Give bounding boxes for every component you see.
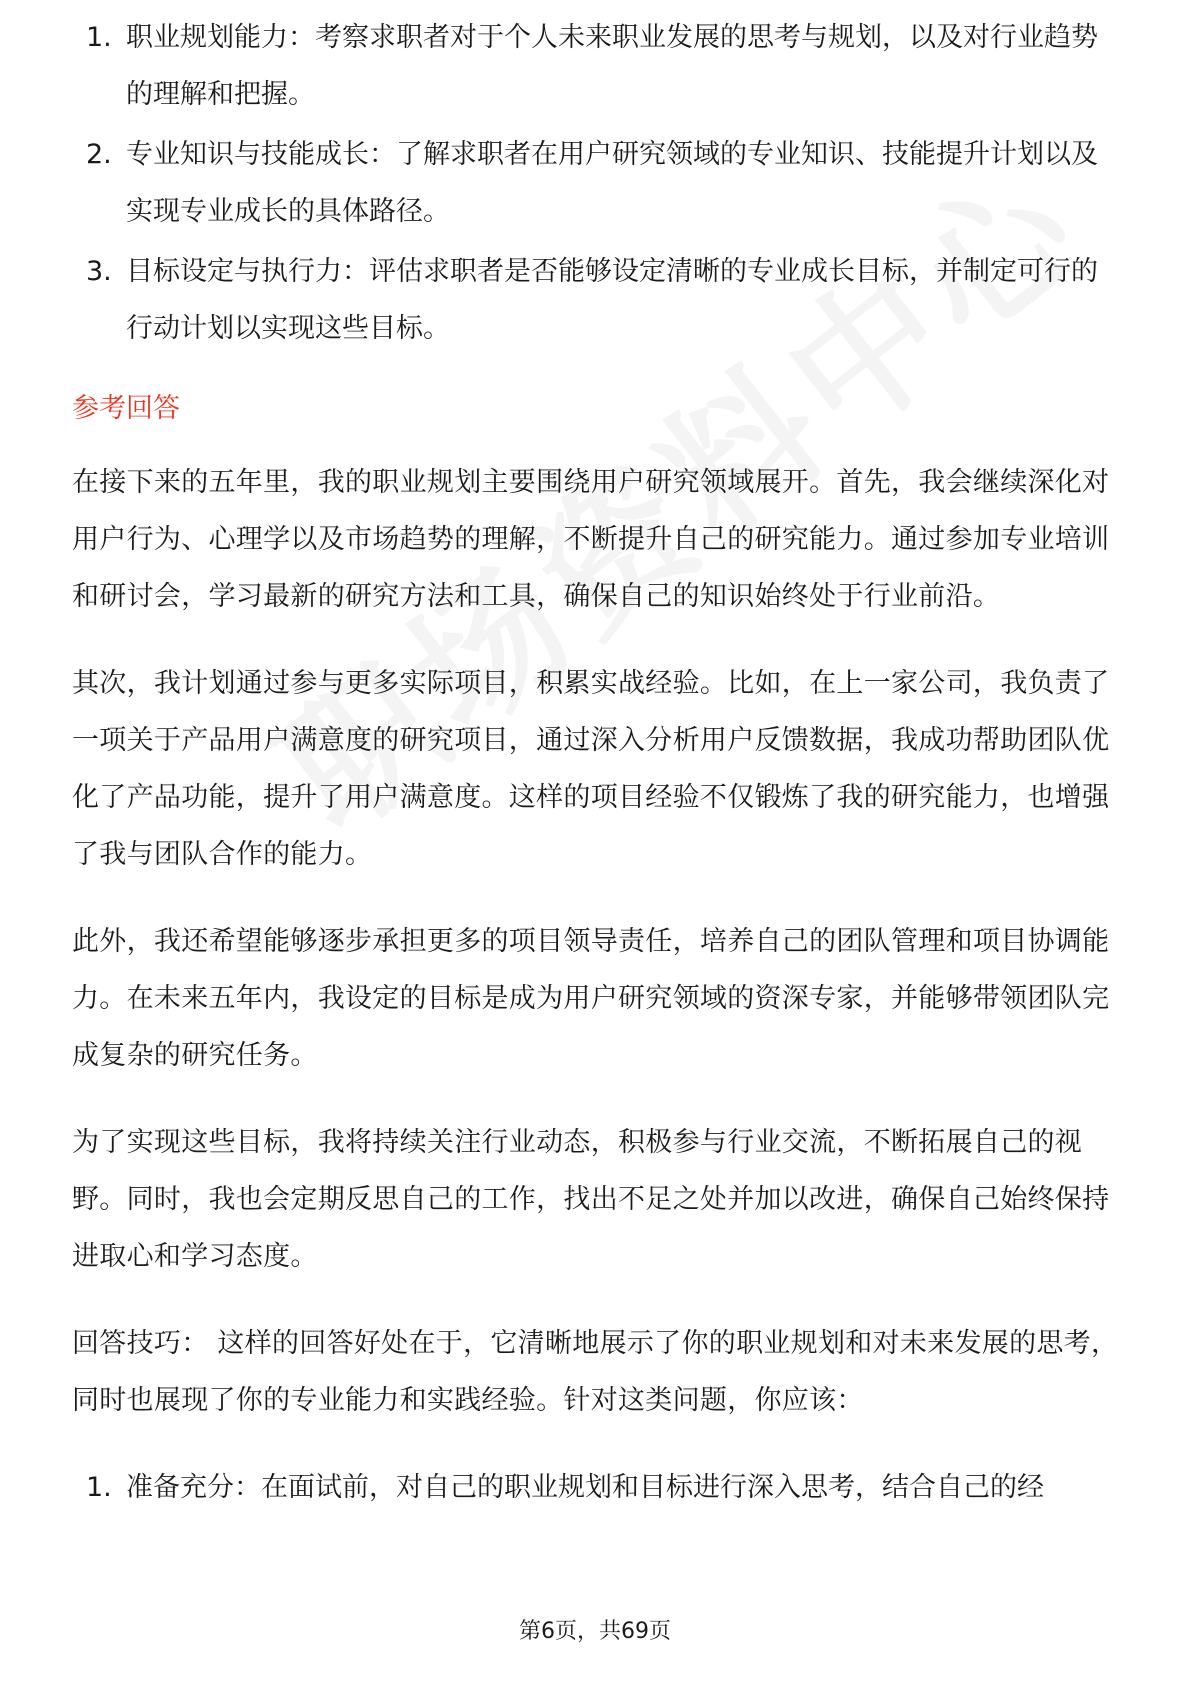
answer-paragraph: 此外，我还希望能够逐步承担更多的项目领导责任，培养自己的团队管理和项目协调能力。在未来五年内，我设定的目标是成为用户研究领域的资深专家，并能够带领团队完成复杂的研究任务。 [72, 926, 1110, 1071]
list-number: 2. [86, 139, 112, 170]
answer-tips-paragraph: 回答技巧： 这样的回答好处在于，它清晰地展示了你的职业规划和对未来发展的思考，同时也展现了你的专业能力和实践经验。针对这类问题，你应该： [72, 1328, 1119, 1416]
list-number: 1. [86, 22, 112, 53]
list-number: 3. [86, 256, 112, 287]
answer-paragraph: 为了实现这些目标，我将持续关注行业动态，积极参与行业交流，不断拓展自己的视野。同时，我也会定期反思自己的工作，找出不足之处并加以改进，确保自己始终保持进取心和学习态度。 [72, 1127, 1110, 1272]
list-item [72, 1459, 1122, 1516]
answer-paragraph: 在接下来的五年里，我的职业规划主要围绕用户研究领域展开。首先，我会继续深化对用户行为、心理学以及市场趋势的理解，不断提升自己的研究能力。通过参加专业培训和研讨会，学习最新的研究方法和工具，确保自己的知识始终处于行业前沿。 [72, 467, 1110, 612]
list-item [72, 243, 1122, 357]
tips-list [72, 1459, 1122, 1516]
answer-paragraph: 其次，我计划通过参与更多实际项目，积累实战经验。比如，在上一家公司，我负责了一项关于产品用户满意度的研究项目，通过深入分析用户反馈数据，我成功帮助团队优化了产品功能，提升了用户满意度。这样的项目经验不仅锻炼了我的研究能力，也增强了我与团队合作的能力。 [72, 668, 1110, 870]
list-number: 1. [86, 1472, 112, 1503]
list-text: 职业规划能力：考察求职者对于个人未来职业发展的思考与规划，以及对行业趋势的理解和把握。 [126, 22, 1098, 110]
page-footer: 第6页，共69页 [519, 1619, 671, 1644]
document-page [72, 22, 1122, 1519]
reference-answer-heading: 参考回答 [72, 393, 180, 424]
list-item [72, 9, 1122, 123]
list-text: 专业知识与技能成长：了解求职者在用户研究领域的专业知识、技能提升计划以及实现专业成长的具体路径。 [126, 139, 1098, 227]
intro-list [72, 9, 1122, 357]
list-text: 准备充分：在面试前，对自己的职业规划和目标进行深入思考，结合自己的经 [126, 1472, 1044, 1503]
list-text: 目标设定与执行力：评估求职者是否能够设定清晰的专业成长目标，并制定可行的行动计划以实现这些目标。 [126, 256, 1098, 344]
list-item [72, 126, 1122, 240]
